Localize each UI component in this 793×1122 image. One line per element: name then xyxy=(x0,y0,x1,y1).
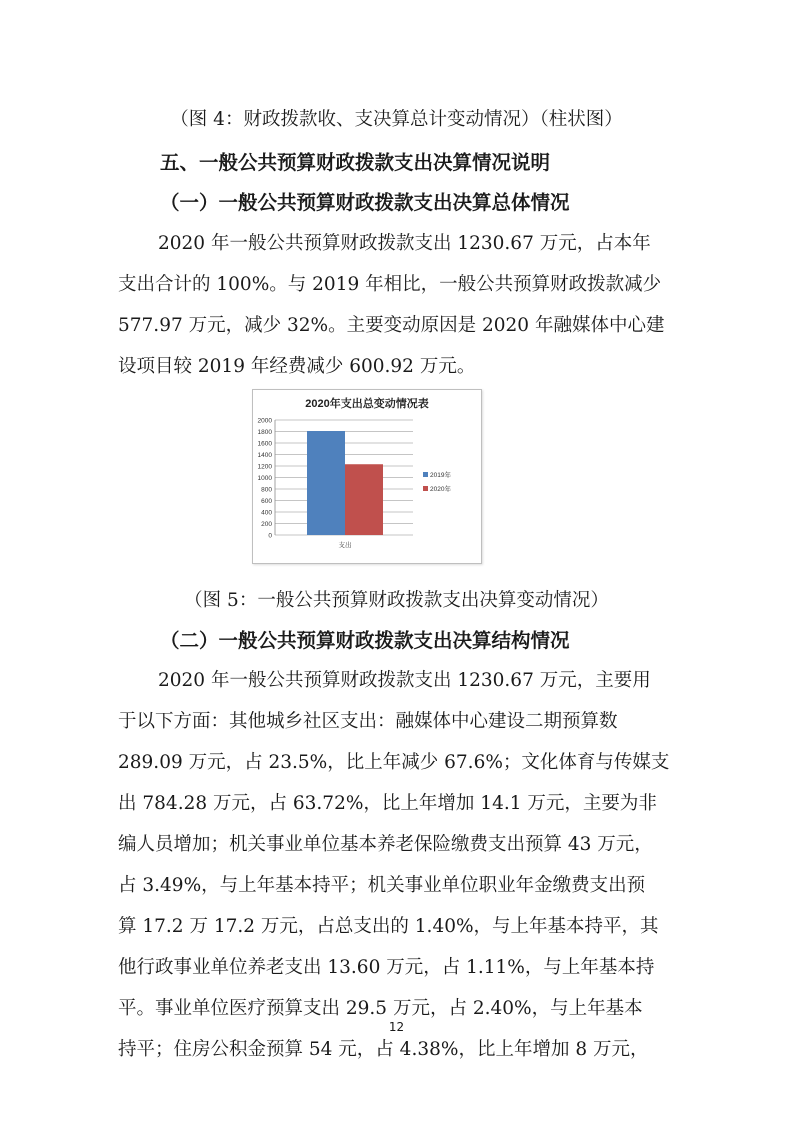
y-tick-label: 1000 xyxy=(257,475,272,482)
paragraph-2-line: 算 17.2 万 17.2 万元，占总支出的 1.40%，与上年基本持平，其 xyxy=(118,916,659,937)
page-number: 12 xyxy=(388,1020,405,1034)
y-tick-label: 400 xyxy=(261,509,272,517)
y-tick-label: 600 xyxy=(261,498,272,505)
legend-swatch xyxy=(423,472,428,477)
chart-title: 2020年支出总变动情况表 xyxy=(305,398,429,410)
paragraph-2-line: 持平；住房公积金预算 54 元，占 4.38%，比上年增加 8 万元， xyxy=(118,1039,649,1060)
y-tick-label: 800 xyxy=(261,486,272,494)
y-tick-label: 1800 xyxy=(257,429,272,436)
subsection1-heading: （一）一般公共预算财政拨款支出决算总体情况 xyxy=(160,191,570,214)
y-tick-label: 2000 xyxy=(257,417,272,425)
chart-svg xyxy=(253,390,481,563)
paragraph-2-line: 出 784.28 万元，占 63.72%，比上年增加 14.1 万元，主要为非 xyxy=(118,793,657,814)
paragraph-1-line: 设项目较 2019 年经费减少 600.92 万元。 xyxy=(118,356,476,377)
y-tick-label: 0 xyxy=(268,532,272,540)
expenditure-change-chart xyxy=(252,389,482,564)
bar-2019年 xyxy=(307,431,345,535)
y-tick-label: 1600 xyxy=(257,440,272,448)
subsection2-heading: （二）一般公共预算财政拨款支出决算结构情况 xyxy=(160,629,570,652)
paragraph-2-line: 289.09 万元，占 23.5%，比上年减少 67.6%；文化体育与传媒支 xyxy=(118,752,670,773)
section5-heading: 五、一般公共预算财政拨款支出决算情况说明 xyxy=(160,151,551,174)
y-tick-label: 1400 xyxy=(257,452,272,459)
paragraph-2-line: 2020 年一般公共预算财政拨款支出 1230.67 万元，主要用 xyxy=(158,670,651,691)
y-tick-label: 1200 xyxy=(257,463,272,471)
figure5-caption: （图 5：一般公共预算财政拨款支出决算变动情况） xyxy=(184,590,609,611)
figure4-caption: （图 4：财政拨款收、支决算总计变动情况）（柱状图） xyxy=(170,109,623,130)
paragraph-2-line: 占 3.49%，与上年基本持平；机关事业单位职业年金缴费支出预 xyxy=(118,875,646,896)
legend-label: 2019年 xyxy=(430,472,451,479)
paragraph-2-line: 编人员增加；机关事业单位基本养老保险缴费支出预算 43 万元， xyxy=(118,834,653,855)
paragraph-1-line: 2020 年一般公共预算财政拨款支出 1230.67 万元，占本年 xyxy=(158,233,651,254)
paragraph-2-line: 于以下方面：其他城乡社区支出：融媒体中心建设二期预算数 xyxy=(118,711,618,732)
paragraph-2 xyxy=(118,666,678,1076)
legend-label: 2020年 xyxy=(430,486,451,493)
x-category-label: 支出 xyxy=(338,542,352,549)
paragraph-1 xyxy=(118,229,678,393)
legend-swatch xyxy=(423,486,428,491)
y-tick-label: 200 xyxy=(261,521,272,528)
paragraph-2-line: 他行政事业单位养老支出 13.60 万元，占 1.11%，与上年基本持 xyxy=(118,957,655,978)
paragraph-1-line: 支出合计的 100%。与 2019 年相比，一般公共预算财政拨款减少 xyxy=(118,274,662,295)
paragraph-1-line: 577.97 万元，减少 32%。主要变动原因是 2020 年融媒体中心建 xyxy=(118,315,665,336)
paragraph-2-line: 平。事业单位医疗预算支出 29.5 万元，占 2.40%，与上年基本 xyxy=(118,998,643,1019)
bar-2020年 xyxy=(345,464,383,535)
